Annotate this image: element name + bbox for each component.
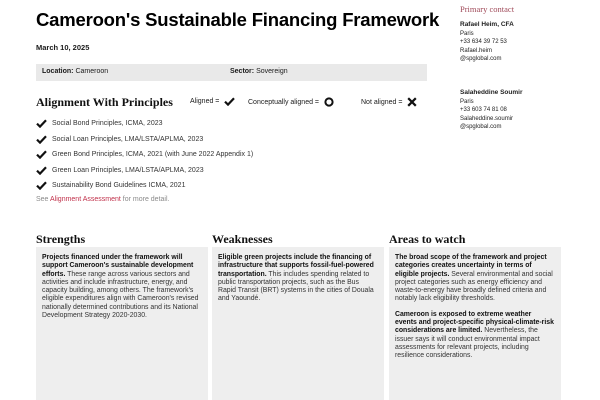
checkmark-icon bbox=[36, 119, 52, 128]
contact-email-domain[interactable]: @spglobal.com bbox=[460, 56, 502, 62]
weaknesses-heading: Weaknesses bbox=[212, 232, 273, 246]
strengths-text: These range across various sectors and activities and include infrastructure, energy, and capacity building, among others. The framework's eligible expenditures align with Cameroon's revised nationally determined contributions and its National Development Strategy 2020-2030. bbox=[42, 270, 199, 320]
checkmark-icon bbox=[36, 181, 52, 190]
contact-email-domain[interactable]: @spglobal.com bbox=[460, 124, 502, 130]
contact-card bbox=[460, 89, 523, 132]
contact-phone[interactable]: +33 603 74 81 08 bbox=[460, 107, 507, 113]
document-title: Cameroon's Sustainable Financing Framework bbox=[36, 9, 440, 30]
see-suffix: for more detail. bbox=[120, 196, 170, 203]
sector-value: Sovereign bbox=[256, 68, 288, 75]
primary-contact-heading: Primary contact bbox=[460, 4, 515, 14]
info-bar bbox=[36, 64, 427, 81]
list-item bbox=[36, 116, 253, 132]
document-date: March 10, 2025 bbox=[36, 43, 90, 52]
principle-label: Sustainability Bond Guidelines ICMA, 2021 bbox=[52, 182, 186, 190]
areas-bold: Cameroon is exposed to extreme weather events and project-specific physical-climate-risk considerations are limited. bbox=[395, 310, 554, 335]
cross-icon bbox=[407, 97, 417, 107]
checkmark-icon bbox=[36, 135, 52, 144]
contact-card bbox=[460, 21, 514, 64]
strengths-heading: Strengths bbox=[36, 232, 86, 246]
contact-email[interactable]: Salaheddine.soumir bbox=[460, 115, 514, 122]
location-label: Location: bbox=[42, 68, 74, 75]
sector-field bbox=[230, 68, 288, 75]
strengths-box bbox=[36, 247, 208, 400]
list-item bbox=[36, 147, 253, 163]
legend-conceptually-aligned bbox=[248, 97, 334, 107]
list-item bbox=[36, 132, 253, 148]
strengths-paragraph bbox=[42, 254, 202, 320]
alignment-assessment-link[interactable]: Alignment Assessment bbox=[50, 196, 121, 203]
areas-to-watch-box bbox=[389, 247, 561, 400]
list-item bbox=[36, 178, 253, 194]
areas-text: Nevertheless, the issuer says it will conduct environmental impact assessments for relevant projects, including resilience considerations. bbox=[395, 327, 540, 360]
strengths-bold: Projects financed under the framework will support Cameroon's sustainable development efforts. bbox=[42, 254, 194, 278]
weaknesses-paragraph bbox=[218, 254, 378, 304]
contact-name: Salaheddine Soumir bbox=[460, 89, 523, 96]
contact-phone[interactable]: +33 634 39 72 53 bbox=[460, 39, 507, 45]
areas-bold: The broad scope of the framework and project categories creates uncertainty in terms of eligible projects. bbox=[395, 254, 547, 278]
principle-label: Social Bond Principles, ICMA, 2023 bbox=[52, 120, 163, 128]
location-value: Cameroon bbox=[75, 68, 109, 75]
contact-city: Paris bbox=[460, 30, 474, 37]
location-field bbox=[42, 68, 108, 75]
areas-paragraph bbox=[395, 254, 555, 304]
areas-text: Several environmental and social project categories such as energy efficiency and waste-to-energy have broadly defined criteria and notably lack eligibility thresholds. bbox=[395, 270, 553, 303]
weaknesses-bold: Eligible green projects include the financing of infrastructure that supports fossil-fuel-powered transportation. bbox=[218, 254, 374, 278]
principle-label: Social Loan Principles, LMA/LSTA/APLMA, 2023 bbox=[52, 135, 204, 143]
checkmark-icon bbox=[224, 97, 235, 106]
list-item bbox=[36, 163, 253, 179]
sector-label: Sector: bbox=[230, 68, 255, 75]
see-prefix: See bbox=[36, 196, 51, 203]
areas-paragraph bbox=[395, 311, 555, 361]
weaknesses-text: This includes spending related to public transportation projects, such as the Bus Rapid Transit (BRT) systems in the cities of Douala and Yaoundé. bbox=[218, 270, 374, 303]
principles-list bbox=[36, 116, 253, 194]
contact-city: Paris bbox=[460, 98, 474, 105]
legend-aligned-label: Aligned = bbox=[190, 98, 220, 105]
legend-conceptually-label: Conceptually aligned = bbox=[248, 98, 320, 106]
contact-email[interactable]: Rafael.heim bbox=[460, 47, 493, 54]
principle-label: Green Bond Principles, ICMA, 2021 (with June 2022 Appendix 1) bbox=[52, 151, 254, 159]
contact-name: Rafael Heim, CFA bbox=[460, 21, 514, 28]
checkmark-icon bbox=[36, 166, 52, 175]
see-detail-line bbox=[36, 196, 169, 203]
weaknesses-box bbox=[212, 247, 384, 400]
alignment-title: Alignment With Principles bbox=[36, 95, 173, 109]
principle-label: Green Loan Principles, LMA/LSTA/APLMA, 2023 bbox=[52, 166, 204, 174]
checkmark-icon bbox=[36, 150, 52, 159]
areas-to-watch-heading: Areas to watch bbox=[389, 232, 466, 246]
circle-icon bbox=[324, 97, 334, 107]
legend-not-aligned-label: Not aligned = bbox=[361, 98, 403, 106]
legend-not-aligned bbox=[361, 97, 417, 107]
legend-aligned bbox=[190, 97, 235, 106]
